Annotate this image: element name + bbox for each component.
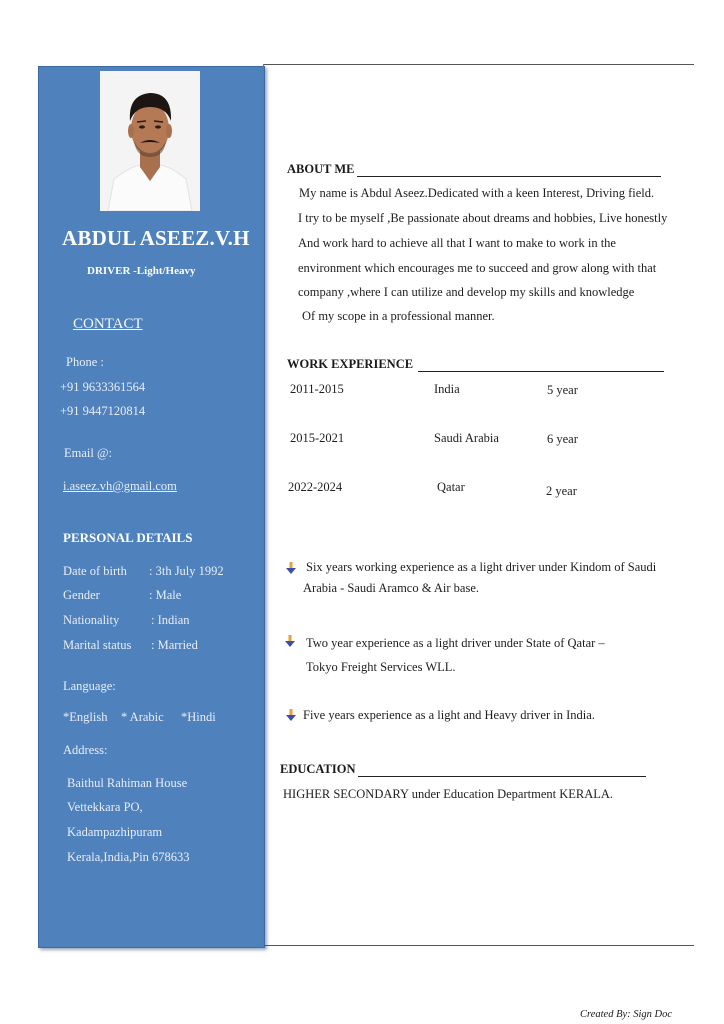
work-duration-2: 6 year [547,432,578,446]
gender-value: : Male [149,588,182,602]
work-country-3: Qatar [437,480,465,494]
work-period-2: 2015-2021 [290,431,345,445]
address-line-3: Kadampazhipuram [67,825,163,839]
work-period-1: 2011-2015 [290,382,344,396]
nationality-value: : Indian [151,613,190,627]
left-divider [263,64,264,946]
email-label: Email @: [64,446,112,460]
work-heading: WORK EXPERIENCE [287,357,414,371]
phone-number-2: +91 9447120814 [60,404,146,418]
work-period-3: 2022-2024 [288,480,343,494]
profile-photo [100,71,200,211]
education-line: HIGHER SECONDARY under Education Department KERALA. [283,787,614,801]
contact-heading: CONTACT [73,316,143,332]
about-line-2: I try to be myself ,Be passionate about dreams and hobbies, Live honestly [298,211,668,225]
nationality-label: Nationality [63,613,120,627]
work-duration-1: 5 year [547,383,578,397]
bullet-2-line-1: Two year experience as a light driver under State of Qatar – [306,636,605,650]
phone-label: Phone : [66,355,104,369]
language-hindi: *Hindi [181,710,216,724]
dob-label: Date of birth [63,564,127,578]
bullet-arrow-icon [286,709,296,721]
top-divider [264,64,694,65]
personal-details-heading: PERSONAL DETAILS [63,530,193,545]
phone-number-1: +91 9633361564 [60,380,146,394]
about-line-1: My name is Abdul Aseez.Dedicated with a keen Interest, Driving field. [299,186,655,200]
person-photo-icon [100,71,200,211]
gender-label: Gender [63,588,100,602]
bullet-3-line-1: Five years experience as a light and Heavy driver in India. [303,708,595,722]
marital-status-label: Marital status [63,638,132,652]
dob-value: : 3th July 1992 [149,564,224,578]
about-heading: ABOUT ME [287,162,355,176]
about-line-4: environment which encourages me to succeed and grow along with that [298,261,657,275]
education-heading-underline [358,776,646,777]
about-line-5: company ,where I can utilize and develop my skills and knowledge [298,285,635,299]
about-heading-underline [357,176,661,177]
email-link[interactable]: i.aseez.vh@gmail.com [63,479,177,493]
work-heading-underline [418,371,664,372]
address-line-2: Vettekkara PO, [67,800,143,814]
bullet-arrow-icon [286,562,296,574]
about-line-6: Of my scope in a professional manner. [302,309,495,323]
candidate-name: ABDUL ASEEZ.V.H [62,226,250,250]
candidate-role: DRIVER -Light/Heavy [87,265,196,277]
education-heading: EDUCATION [280,762,356,776]
address-label: Address: [63,743,108,757]
language-arabic: * Arabic [121,710,164,724]
work-duration-3: 2 year [546,484,577,498]
bullet-1-line-1: Six years working experience as a light driver under Kindom of Saudi [306,560,657,574]
bullet-1-line-2: Arabia - Saudi Aramco & Air base. [303,581,479,595]
footer-credit: Created By: Sign Doc [580,1009,673,1020]
address-line-1: Baithul Rahiman House [67,776,188,790]
language-label: Language: [63,679,116,693]
bullet-arrow-icon [285,635,295,647]
work-country-1: India [434,382,460,396]
language-english: *English [63,710,108,724]
marital-status-value: : Married [151,638,198,652]
bullet-2-line-2: Tokyo Freight Services WLL. [306,660,456,674]
about-line-3: And work hard to achieve all that I want to make to work in the [298,236,616,250]
bottom-divider [264,945,694,946]
work-country-2: Saudi Arabia [434,431,499,445]
address-line-4: Kerala,India,Pin 678633 [67,850,190,864]
